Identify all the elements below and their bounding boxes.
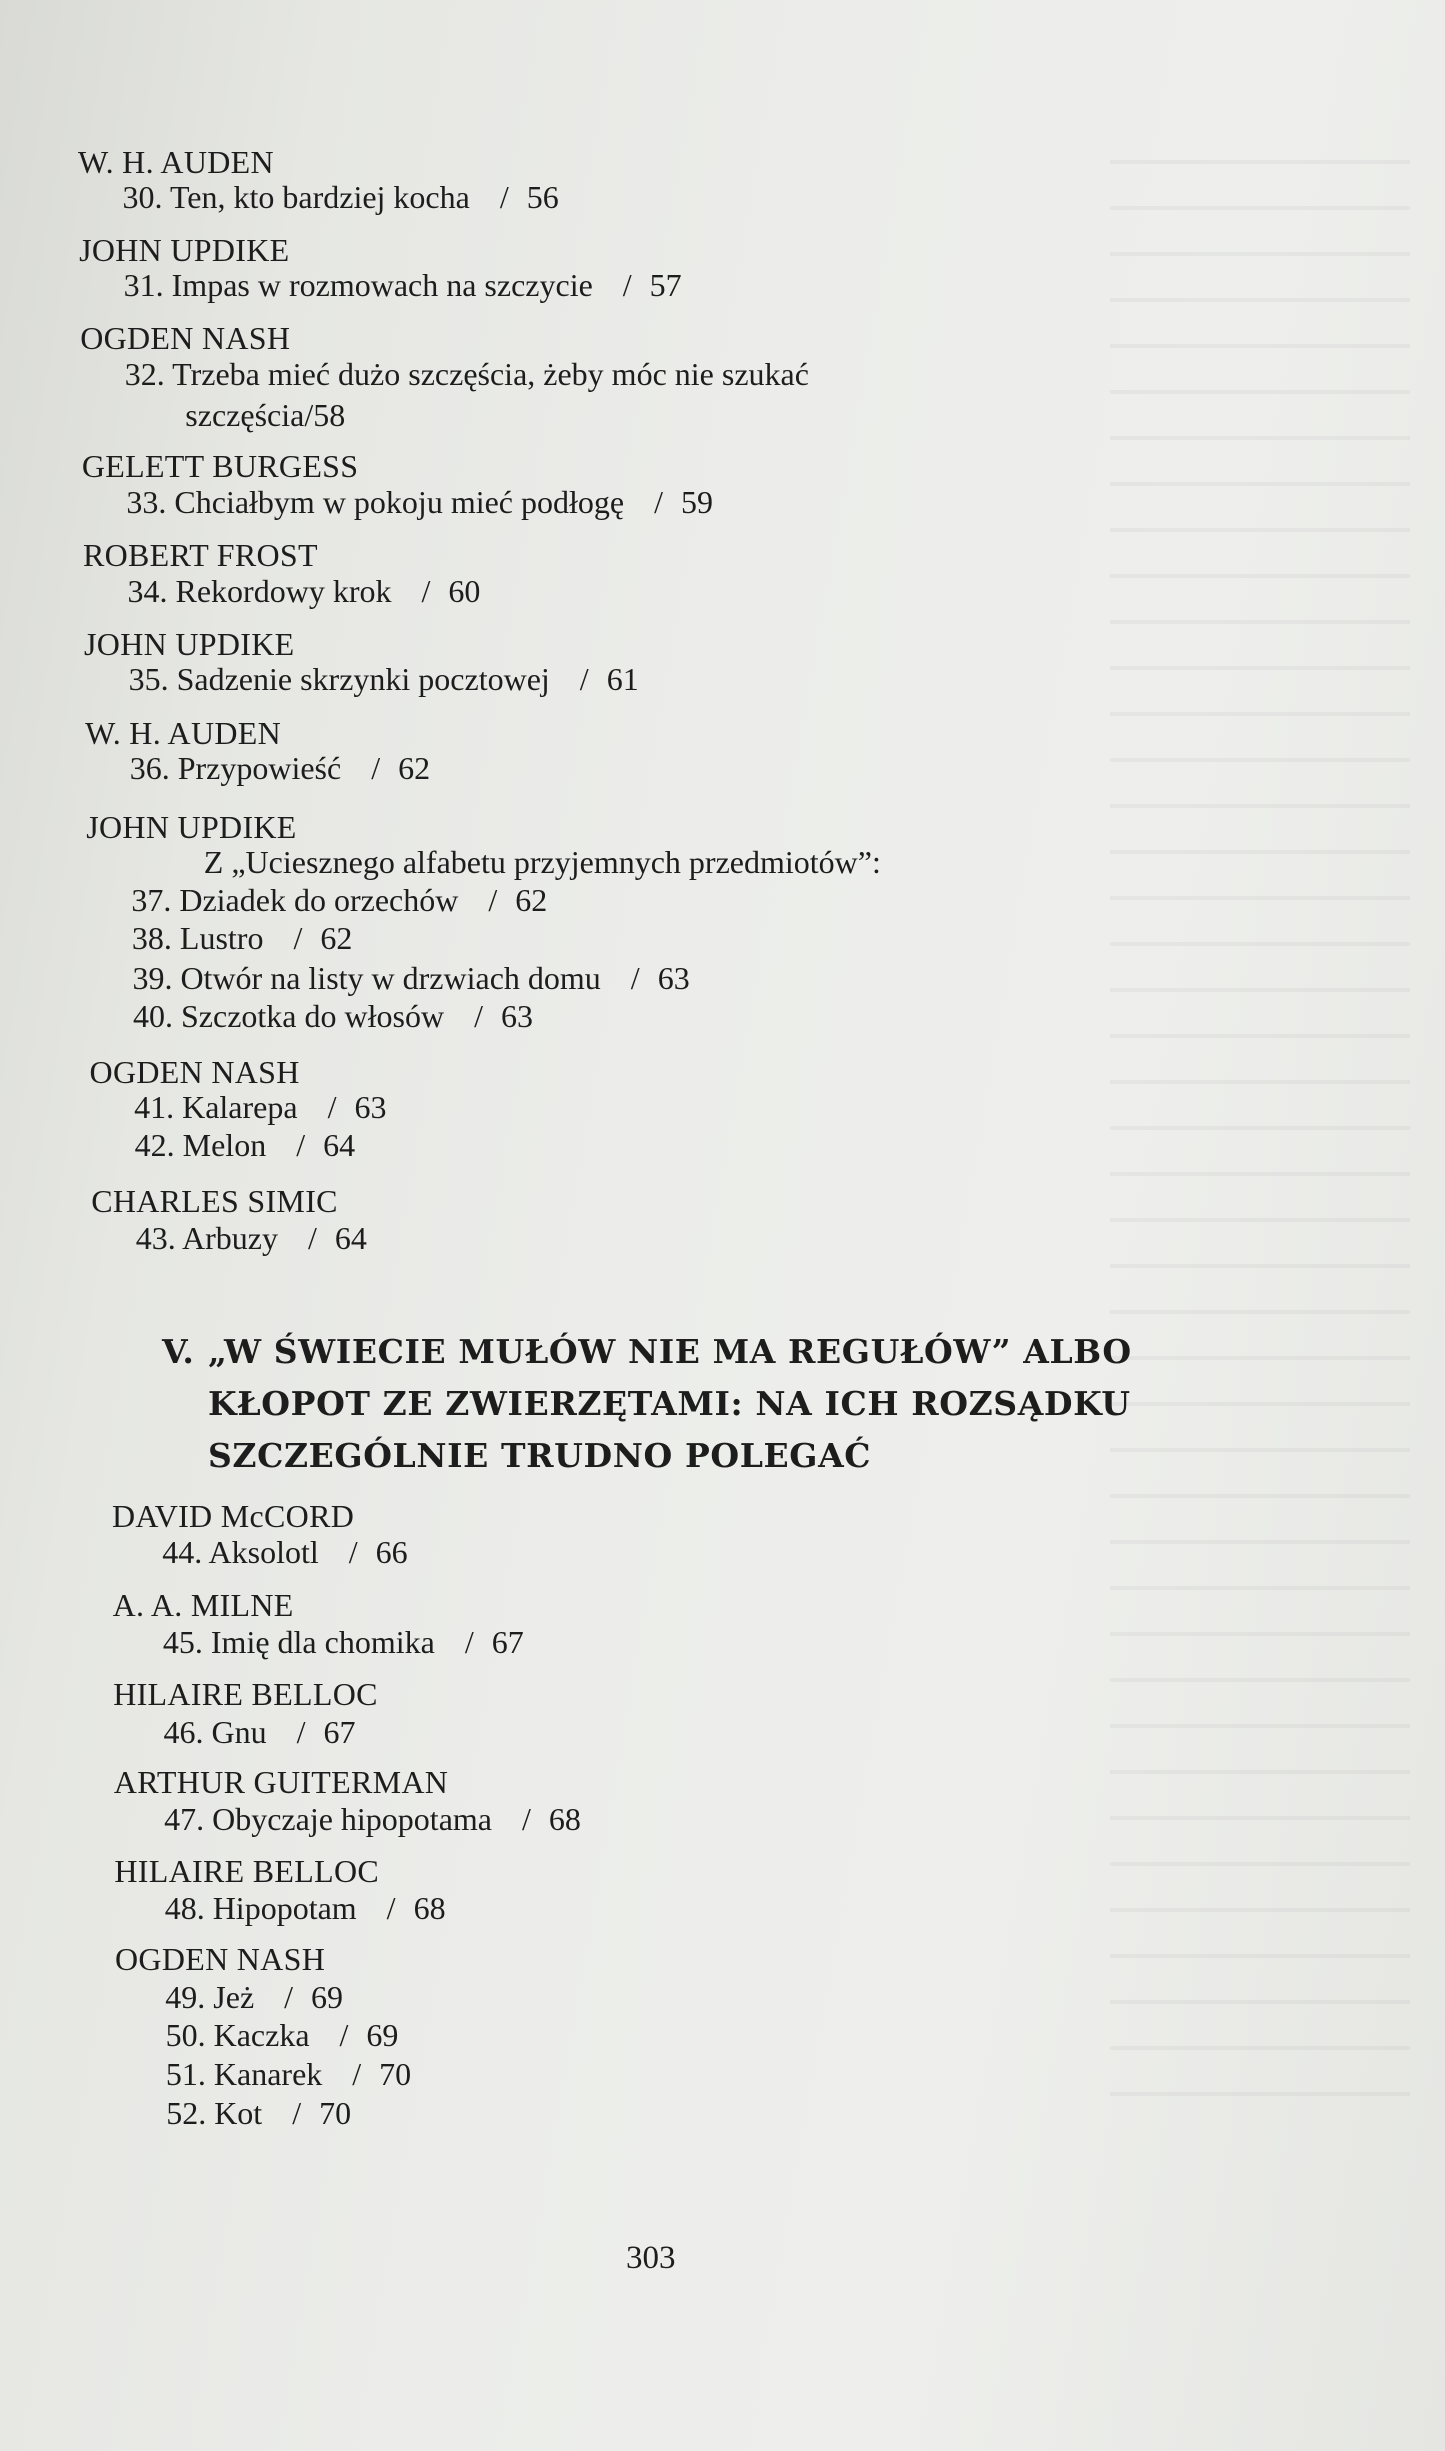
author-name: HILAIRE BELLOC (114, 1853, 379, 1889)
slash-separator: / (352, 2056, 362, 2092)
item-number: 43. (135, 1220, 176, 1256)
toc-item (164, 1799, 581, 1839)
slash-separator: / (292, 2095, 302, 2131)
slash-separator: / (488, 882, 498, 918)
author-name: OGDEN NASH (115, 1941, 326, 1977)
item-title: Gnu (211, 1714, 267, 1750)
page-ref: 68 (413, 1890, 446, 1926)
item-title: Obyczaje hipopotama (212, 1801, 492, 1837)
item-number: 49. (165, 1979, 206, 2015)
toc-item (123, 177, 559, 217)
item-number: 38. (131, 920, 172, 956)
page-ref: 63 (354, 1089, 387, 1125)
toc-item (164, 1712, 356, 1752)
toc-item (132, 918, 352, 958)
author-name: W. H. AUDEN (85, 715, 282, 751)
author-name: ROBERT FROST (82, 537, 318, 573)
author-name: JOHN UPDIKE (84, 626, 295, 662)
page-ref: 70 (379, 2056, 412, 2092)
item-number: 39. (132, 960, 173, 996)
item-number: 51. (165, 2056, 206, 2092)
item-title: Arbuzy (181, 1220, 278, 1256)
slash-separator: / (630, 960, 640, 996)
item-title: Ten, kto bardziej kocha (169, 179, 470, 215)
item-title: Chciałbym w pokoju mieć podłogę (174, 484, 625, 520)
item-number: 34. (127, 573, 168, 609)
slash-separator: / (339, 2017, 349, 2053)
section-line-3: SZCZEGÓLNIE TRUDNO POLEGAĆ (208, 1436, 872, 1475)
toc-item (132, 958, 689, 998)
toc-item (124, 265, 682, 305)
item-number: 42. (134, 1127, 175, 1163)
item-title: Lustro (179, 920, 264, 956)
slash-separator: / (296, 1127, 306, 1163)
page-ref: 69 (311, 1979, 344, 2015)
slash-separator: / (348, 1534, 358, 1570)
toc-item (166, 2093, 351, 2133)
page-ref: 57 (649, 267, 682, 303)
toc-item (166, 2054, 411, 2094)
item-title: Kot (214, 2095, 263, 2131)
author-name: W. H. AUDEN (78, 144, 274, 180)
slash-separator: / (284, 1979, 294, 2015)
section-heading (162, 1326, 1262, 1482)
author-name: CHARLES SIMIC (91, 1183, 338, 1219)
toc-item (126, 482, 713, 522)
toc-item-continuation (185, 395, 345, 435)
item-title: Kaczka (213, 2017, 310, 2053)
item-number: 52. (166, 2095, 207, 2131)
page-ref: 62 (515, 882, 548, 918)
slash-separator: / (654, 484, 663, 520)
page-ref: 66 (375, 1534, 408, 1570)
page-ref: 64 (323, 1127, 356, 1163)
item-number: 37. (131, 882, 172, 918)
author-name: JOHN UPDIKE (79, 232, 290, 268)
item-number: 32. (124, 356, 165, 392)
page-ref: 68 (548, 1801, 581, 1837)
toc-item (165, 1977, 343, 2017)
author-name: OGDEN NASH (80, 320, 291, 356)
slash-separator: / (474, 998, 483, 1034)
slash-separator: / (521, 1801, 531, 1837)
page-number: 303 (626, 2240, 676, 2276)
item-title: Otwór na listy w drzwiach domu (180, 960, 601, 996)
item-title: Imię dla chomika (210, 1624, 435, 1660)
toc-item (134, 1087, 386, 1127)
item-number: 40. (133, 998, 173, 1034)
author-name: OGDEN NASH (89, 1054, 300, 1090)
item-number: 35. (128, 661, 169, 697)
item-title-cont: szczęścia (185, 397, 305, 433)
item-title: Przypowieść (177, 750, 342, 786)
slash-separator: / (307, 1220, 317, 1256)
item-number: 50. (165, 2017, 206, 2053)
toc-item (136, 1218, 367, 1258)
page-ref: 67 (323, 1714, 356, 1750)
item-number: 47. (164, 1801, 205, 1837)
author-name: GELETT BURGESS (81, 448, 359, 484)
page-ref: 61 (606, 661, 639, 697)
item-title: Trzeba mieć dużo szczęścia, żeby móc nie szukać (172, 356, 809, 392)
show-through-text (1110, 130, 1410, 2130)
toc-item (125, 354, 809, 394)
page-ref: 59 (680, 484, 713, 520)
page-ref: 62 (398, 750, 431, 786)
toc-item (135, 1125, 355, 1165)
toc-item (166, 2015, 399, 2055)
item-title: Rekordowy krok (175, 573, 392, 609)
item-number: 41. (134, 1089, 175, 1125)
section-roman: V. (162, 1332, 195, 1371)
slash-separator: / (304, 397, 314, 433)
toc-item (130, 748, 430, 788)
item-number: 44. (162, 1534, 203, 1570)
item-title: Kalarepa (182, 1089, 298, 1125)
item-number: 31. (123, 267, 164, 303)
item-number: 46. (163, 1714, 204, 1750)
section-line-2: KŁOPOT ZE ZWIERZĘTAMI: NA ICH ROZSĄDKU (208, 1384, 1131, 1423)
page-ref: 64 (334, 1220, 367, 1256)
slash-separator: / (579, 661, 589, 697)
slash-separator: / (622, 267, 632, 303)
slash-separator: / (371, 750, 381, 786)
item-number: 30. (122, 179, 163, 215)
item-title: Szczotka do włosów (181, 998, 445, 1034)
author-name: HILAIRE BELLOC (113, 1676, 378, 1712)
slash-separator: / (327, 1089, 337, 1125)
page-ref: 70 (319, 2095, 352, 2131)
item-title: Kanarek (213, 2056, 323, 2092)
subheading: Z „Uciesznego alfabetu przyjemnych przedmiotów”: (203, 844, 881, 880)
toc-item (165, 1888, 446, 1928)
section-line-1: „W ŚWIECIE MUŁÓW NIE MA REGUŁÓW” ALBO (208, 1332, 1132, 1371)
item-number: 48. (164, 1890, 205, 1926)
toc-item (131, 880, 547, 920)
page-ref: 67 (491, 1624, 524, 1660)
author-name: JOHN UPDIKE (86, 809, 297, 845)
page-ref: 63 (500, 998, 533, 1034)
slash-separator: / (421, 573, 431, 609)
author-name: DAVID McCORD (112, 1498, 355, 1534)
item-title: Hipopotam (212, 1890, 357, 1926)
toc-item (133, 996, 533, 1036)
author-name: ARTHUR GUITERMAN (113, 1764, 449, 1800)
item-title: Aksolotl (208, 1534, 319, 1570)
item-title: Jeż (213, 1979, 255, 2015)
slash-separator: / (464, 1624, 474, 1660)
item-title: Sadzenie skrzynki pocztowej (176, 661, 550, 697)
page-ref: 56 (526, 179, 559, 215)
author-name: A. A. MILNE (112, 1587, 294, 1623)
toc-item (128, 571, 481, 611)
page-ref: 62 (320, 920, 353, 956)
page-ref: 58 (313, 397, 346, 433)
slash-separator: / (296, 1714, 306, 1750)
page-ref: 60 (448, 573, 481, 609)
toc-item (129, 659, 639, 699)
toc-item (163, 1622, 524, 1662)
item-number: 36. (129, 750, 170, 786)
slash-separator: / (386, 1890, 396, 1926)
page-ref: 69 (366, 2017, 399, 2053)
item-number: 45. (162, 1624, 203, 1660)
slash-separator: / (499, 179, 509, 215)
slash-separator: / (293, 920, 303, 956)
item-title: Melon (182, 1127, 267, 1163)
item-title: Dziadek do orzechów (179, 882, 459, 918)
item-number: 33. (126, 484, 167, 520)
toc-item (162, 1532, 407, 1572)
page-ref: 63 (657, 960, 690, 996)
item-title: Impas w rozmowach na szczycie (171, 267, 593, 303)
